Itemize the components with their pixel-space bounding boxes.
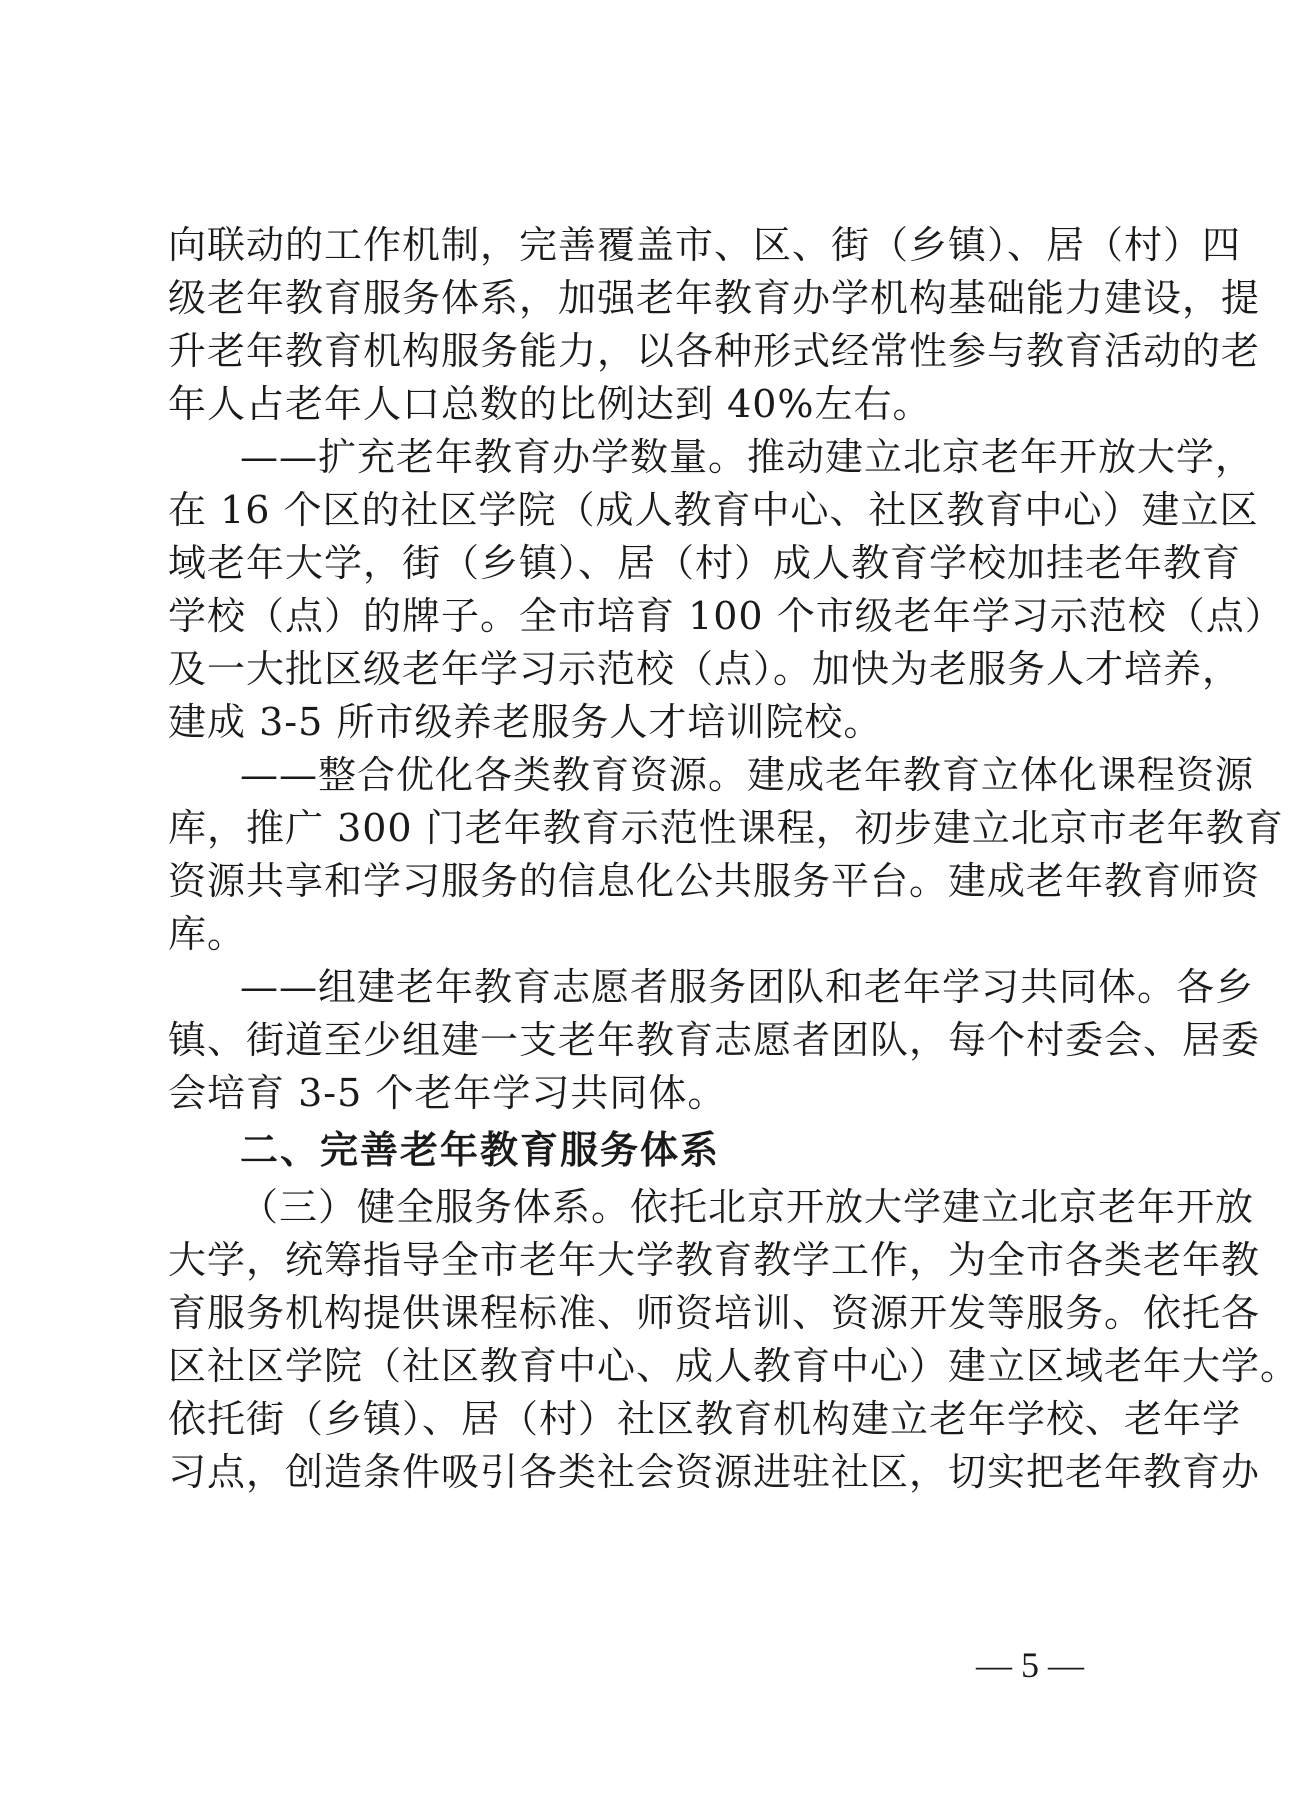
text-line: 升老年教育机构服务能力，以各种形式经常性参与教育活动的老 xyxy=(168,329,1261,373)
text-line: 库，推广 300 门老年教育示范性课程，初步建立北京市老年教育 xyxy=(168,806,1284,850)
text-line: 库。 xyxy=(168,912,247,956)
text-line: 依托街（乡镇）、居（村）社区教育机构建立老年学校、老年学 xyxy=(168,1397,1242,1441)
section-heading: 二、完善老年教育服务体系 xyxy=(240,1128,721,1172)
text-line: 级老年教育服务体系，加强老年教育办学机构基础能力建设，提 xyxy=(168,276,1261,320)
text-line: 向联动的工作机制，完善覆盖市、区、街（乡镇）、居（村）四 xyxy=(168,223,1242,267)
text-line: 习点，创造条件吸引各类社会资源进驻社区，切实把老年教育办 xyxy=(168,1450,1261,1494)
text-line: 域老年大学，街（乡镇）、居（村）成人教育学校加挂老年教育 xyxy=(168,541,1242,585)
text-line: 区社区学院（社区教育中心、成人教育中心）建立区域老年大学。 xyxy=(168,1344,1299,1388)
text-line: 会培育 3-5 个老年学习共同体。 xyxy=(168,1071,727,1115)
paragraph-first-line: （三）健全服务体系。依托北京开放大学建立北京老年开放 xyxy=(240,1185,1255,1229)
text-line: 在 16 个区的社区学院（成人教育中心、社区教育中心）建立区 xyxy=(168,488,1259,532)
paragraph-first-line: ——扩充老年教育办学数量。推动建立北京老年开放大学， xyxy=(240,435,1255,479)
text-line: 学校（点）的牌子。全市培育 100 个市级老年学习示范校（点） xyxy=(168,594,1284,638)
text-line: 资源共享和学习服务的信息化公共服务平台。建成老年教育师资 xyxy=(168,859,1261,903)
page-number: — 5 — xyxy=(976,1645,1084,1685)
text-line: 及一大批区级老年学习示范校（点）。加快为老服务人才培养， xyxy=(168,647,1242,691)
text-line: 年人占老年人口总数的比例达到 40%左右。 xyxy=(168,382,932,426)
text-line: 大学，统筹指导全市老年大学教育教学工作，为全市各类老年教 xyxy=(168,1238,1261,1282)
text-line: 镇、街道至少组建一支老年教育志愿者团队，每个村委会、居委 xyxy=(168,1018,1261,1062)
paragraph-first-line: ——整合优化各类教育资源。建成老年教育立体化课程资源 xyxy=(240,753,1255,797)
text-line: 建成 3-5 所市级养老服务人才培训院校。 xyxy=(168,700,883,744)
text-line: 育服务机构提供课程标准、师资培训、资源开发等服务。依托各 xyxy=(168,1291,1261,1335)
paragraph-first-line: ——组建老年教育志愿者服务团队和老年学习共同体。各乡 xyxy=(240,965,1255,1009)
